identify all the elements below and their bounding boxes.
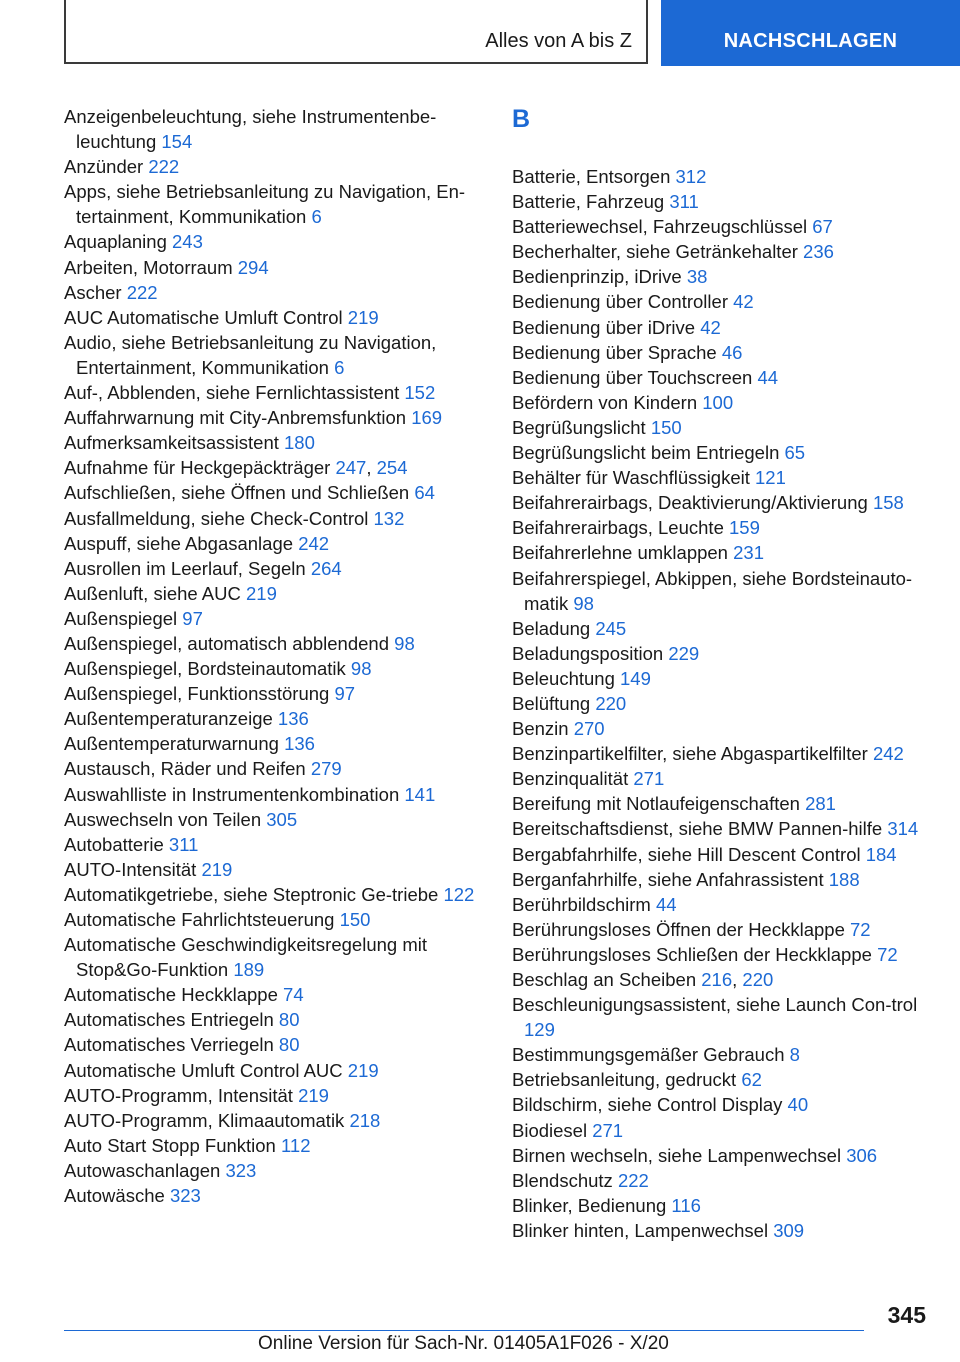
index-entry-text: Biodiesel xyxy=(512,1119,588,1141)
page-reference-link[interactable]: 229 xyxy=(668,642,700,664)
index-entry-text: Autobatterie xyxy=(64,833,164,855)
index-entry-text: Austausch, Räder und Reifen xyxy=(64,758,306,780)
index-entry xyxy=(64,430,484,455)
index-entry-text: Bedienprinzip, iDrive xyxy=(512,266,682,288)
page-reference-link[interactable]: 72 xyxy=(850,918,871,940)
page-reference-link[interactable]: 323 xyxy=(169,1185,201,1207)
page-reference-link[interactable]: 150 xyxy=(339,909,371,930)
page-reference-link[interactable]: 305 xyxy=(266,808,298,830)
index-entry xyxy=(64,104,484,154)
index-entry-text: Außenspiegel, automatisch abblendend xyxy=(64,632,390,654)
page-reference-link[interactable]: 180 xyxy=(284,432,315,454)
index-entry-text: Beladung xyxy=(512,617,591,639)
index-entry xyxy=(512,892,932,917)
page-reference-link[interactable]: 219 xyxy=(298,1084,329,1106)
index-entry xyxy=(64,1108,484,1133)
index-entry xyxy=(512,264,932,289)
page-reference-link[interactable]: 121 xyxy=(755,467,786,489)
index-entry-text: Ausrollen im Leerlauf, Segeln xyxy=(64,557,306,579)
index-entry xyxy=(64,1007,484,1032)
index-entry xyxy=(512,340,932,365)
index-entry xyxy=(64,807,484,832)
index-entry-text: AUC Automatische Umluft Control xyxy=(64,306,343,328)
page-reference-link[interactable]: 243 xyxy=(172,231,203,253)
index-entry-text: AUTO-Intensität xyxy=(64,858,197,880)
page-reference-link[interactable]: 169 xyxy=(411,407,443,429)
index-entry xyxy=(64,380,484,405)
index-entry-text: Bildschirm, siehe Control Display xyxy=(512,1094,783,1116)
page-reference-link[interactable]: 67 xyxy=(812,216,833,238)
page-reference-link[interactable]: 219 xyxy=(347,1059,379,1081)
index-entry-text: Bedienung über iDrive xyxy=(512,316,696,338)
index-entry xyxy=(512,1042,932,1067)
index-entry-text: Automatische Heckklappe xyxy=(64,984,278,1006)
index-entry xyxy=(512,691,932,716)
page-reference-link[interactable]: 219 xyxy=(201,858,233,880)
index-entry xyxy=(512,315,932,340)
page-reference-link[interactable]: 136 xyxy=(284,733,315,755)
index-entry-text: Berührungsloses Öffnen der Heckklappe xyxy=(512,918,845,940)
page-reference-link[interactable]: 44 xyxy=(757,366,779,388)
index-entry-text: Berührbildschirm xyxy=(512,893,651,915)
index-entry-text: Beladungsposition xyxy=(512,642,664,664)
index-entry-text: Bedienung über Sprache xyxy=(512,341,717,363)
index-entry xyxy=(64,932,484,982)
index-entry xyxy=(512,365,932,390)
index-entry-text: Auto Start Stopp Funktion xyxy=(64,1134,276,1156)
index-entry-text: Berganfahrhilfe, siehe Anfahrassistent xyxy=(512,868,824,890)
index-entry-text: Bereifung mit Notlaufeigenschaften xyxy=(512,793,800,815)
index-entry-text: Becherhalter, siehe Getränkehalter xyxy=(512,241,798,263)
page-reference-link[interactable]: 311 xyxy=(669,191,699,213)
index-entry-text: Automatisches Entriegeln xyxy=(64,1009,274,1031)
index-entry-text: Bestimmungsgemäßer Gebrauch xyxy=(512,1044,785,1066)
index-entry-text: Auffahrwarnung mit City-Anbremsfunktion xyxy=(64,407,407,429)
index-entry-text: Betriebsanleitung, gedruckt xyxy=(512,1069,737,1091)
index-entry xyxy=(64,756,484,781)
page-reference-link[interactable]: 141 xyxy=(404,783,436,805)
page-reference-link[interactable]: 219 xyxy=(347,306,379,328)
index-entry-text: Außentemperaturwarnung xyxy=(64,733,279,755)
page-reference-link[interactable]: 159 xyxy=(729,517,760,539)
page-number: 345 xyxy=(887,1302,926,1328)
page-reference-link[interactable]: 242 xyxy=(298,532,330,554)
index-entry xyxy=(512,842,932,867)
page-reference-link[interactable]: 149 xyxy=(620,667,651,689)
index-entry xyxy=(512,1092,932,1117)
page-reference-link[interactable]: 136 xyxy=(277,708,309,730)
index-entry-text: Arbeiten, Motorraum xyxy=(64,256,233,278)
page-reference-link[interactable]: 306 xyxy=(846,1144,878,1166)
index-entry-text: Aquaplaning xyxy=(64,231,167,253)
index-entry-text: Außenspiegel xyxy=(64,607,178,629)
index-entry xyxy=(512,766,932,791)
index-entry-text: Aufschließen, siehe Öffnen und Schließen xyxy=(64,482,410,504)
index-entry-text: Ascher xyxy=(64,281,122,303)
index-entry-text: Bedienung über Controller xyxy=(512,291,728,313)
page-reference-link[interactable]: 219 xyxy=(246,582,277,604)
index-entry xyxy=(64,631,484,656)
index-entry xyxy=(512,1143,932,1168)
page-reference-link[interactable]: 116 xyxy=(671,1194,701,1216)
page-reference-link[interactable]: 80 xyxy=(278,1034,300,1056)
index-entry-text: Behälter für Waschflüssigkeit xyxy=(512,467,750,489)
index-entry xyxy=(64,229,484,254)
index-entry-text: Batteriewechsel, Fahrzeugschlüssel xyxy=(512,216,808,238)
page-reference-link[interactable]: 311 xyxy=(168,833,199,855)
index-entry xyxy=(64,1158,484,1183)
index-entry xyxy=(64,1183,484,1208)
page-reference-link[interactable]: 158 xyxy=(872,492,904,514)
index-entry xyxy=(64,480,484,505)
index-entry xyxy=(512,540,932,565)
page-reference-link[interactable]: 44 xyxy=(655,893,677,915)
index-entry xyxy=(512,415,932,440)
page-reference-link[interactable]: 279 xyxy=(310,758,342,780)
page-reference-link[interactable]: 323 xyxy=(225,1159,257,1181)
page-reference-link[interactable]: 132 xyxy=(373,507,405,529)
page-reference-link[interactable]: 152 xyxy=(404,382,436,404)
index-entry xyxy=(64,681,484,706)
page-reference-link[interactable]: 150 xyxy=(650,416,682,438)
index-entry-text: Begrüßungslicht beim Entriegeln xyxy=(512,442,780,464)
page-reference-link[interactable]: 97 xyxy=(182,607,203,629)
page-reference-link[interactable]: 222 xyxy=(617,1169,649,1191)
index-entry xyxy=(64,907,484,932)
page-reference-link[interactable]: 65 xyxy=(784,442,806,464)
page-reference-link[interactable]: 98 xyxy=(394,632,415,654)
index-entry-text: Beifahrerairbags, Leuchte xyxy=(512,517,724,539)
index-entry xyxy=(512,816,932,841)
index-entry-text: Apps, siehe Betriebsanleitung zu Navigation, En-tertainment, Kommunikation xyxy=(64,181,466,228)
index-entry xyxy=(64,280,484,305)
page-reference-link[interactable]: 281 xyxy=(805,793,836,815)
index-entry-text: Auswahlliste in Instrumentenkombination xyxy=(64,783,400,805)
index-entry-text: Außenspiegel, Bordsteinautomatik xyxy=(64,658,346,680)
page-reference-link[interactable]: 6 xyxy=(311,206,322,228)
footer-text: Online Version für Sach-Nr. 01405A1F026 - X/20 xyxy=(258,1333,669,1354)
page-reference-link[interactable]: 129 xyxy=(524,1019,555,1041)
index-entry-text: Automatische Umluft Control AUC xyxy=(64,1059,343,1081)
page-reference-link[interactable]: 222 xyxy=(148,156,180,178)
index-entry xyxy=(64,857,484,882)
index-column-left xyxy=(64,104,484,1208)
page-reference-link[interactable]: 309 xyxy=(773,1219,805,1241)
index-entry-text: Beifahrerairbags, Deaktivierung/Aktivierung xyxy=(512,492,868,514)
index-entry xyxy=(64,706,484,731)
index-entry-text: Außenspiegel, Funktionsstörung xyxy=(64,683,330,705)
index-entry-text: Berührungsloses Schließen der Heckklappe xyxy=(512,943,872,965)
index-entry xyxy=(64,1032,484,1057)
index-entry xyxy=(512,1168,932,1193)
header-section-label: NACHSCHLAGEN xyxy=(723,30,898,52)
index-entry-text: Batterie, Fahrzeug xyxy=(512,191,665,213)
index-entry-text: Autowaschanlagen xyxy=(64,1159,221,1181)
index-entry xyxy=(512,992,932,1042)
index-entry-text: Beifahrerlehne umklappen xyxy=(512,542,728,564)
index-entry xyxy=(64,656,484,681)
page-reference-link[interactable]: 314 xyxy=(887,818,919,840)
index-entry xyxy=(512,666,932,691)
index-entry-text: AUTO-Programm, Intensität xyxy=(64,1084,293,1106)
page-reference-link[interactable]: 38 xyxy=(686,266,708,288)
index-entry-text: Auf-, Abblenden, siehe Fernlichtassistent xyxy=(64,382,400,404)
page-reference-link[interactable]: 264 xyxy=(310,557,342,579)
index-entry-text: Belüftung xyxy=(512,692,591,714)
index-entry-text: Außenluft, siehe AUC xyxy=(64,582,241,604)
index-entry-text: Blendschutz xyxy=(512,1169,613,1191)
index-entry xyxy=(64,556,484,581)
index-entry xyxy=(64,255,484,280)
page-reference-link[interactable]: 74 xyxy=(283,984,304,1006)
index-entry-text: Bergabfahrhilfe, siehe Hill Descent Control xyxy=(512,843,861,865)
page-reference-link[interactable]: 40 xyxy=(787,1094,809,1116)
index-entry-text: Auspuff, siehe Abgasanlage xyxy=(64,532,294,554)
header-title-box xyxy=(64,0,648,64)
index-entry xyxy=(64,882,484,907)
index-entry xyxy=(512,1067,932,1092)
index-entry xyxy=(512,1218,932,1243)
index-entry xyxy=(512,942,932,967)
index-entry-text: Auswechseln von Teilen xyxy=(64,808,262,830)
index-entry-text: Befördern von Kindern xyxy=(512,391,698,413)
index-entry xyxy=(512,566,932,616)
index-entry xyxy=(512,1118,932,1143)
index-entry xyxy=(512,289,932,314)
index-entry xyxy=(64,606,484,631)
index-entry xyxy=(512,440,932,465)
index-entry-text: Bedienung über Touchscreen xyxy=(512,366,753,388)
index-entry xyxy=(64,506,484,531)
index-entry-text: Beifahrerspiegel, Abkippen, siehe Bordsteinauto-matik xyxy=(512,567,913,614)
index-entry xyxy=(512,641,932,666)
index-entry xyxy=(512,390,932,415)
page-reference-link[interactable]: 8 xyxy=(789,1044,800,1066)
page-reference-link[interactable]: 222 xyxy=(126,281,158,303)
index-entry-text: Audio, siehe Betriebsanleitung zu Navigation, Entertainment, Kommunikation xyxy=(64,331,437,378)
index-entry xyxy=(64,782,484,807)
index-entry xyxy=(64,179,484,229)
page-reference-link[interactable]: 312 xyxy=(675,166,707,187)
page-reference-link[interactable]: 216 xyxy=(701,969,733,990)
index-entry xyxy=(64,982,484,1007)
index-list-right xyxy=(512,164,932,1243)
index-entry xyxy=(512,867,932,892)
index-entry-text: Automatikgetriebe, siehe Steptronic Ge-triebe xyxy=(64,883,439,905)
index-entry xyxy=(64,581,484,606)
index-entry-text: Blinker, Bedienung xyxy=(512,1194,667,1216)
index-entry xyxy=(512,741,932,766)
index-entry xyxy=(64,731,484,756)
index-entry xyxy=(512,791,932,816)
index-entry: Beschlag an Scheiben 216, 220 xyxy=(512,969,774,990)
page-reference-link[interactable]: 270 xyxy=(573,718,605,740)
index-entry-text: Automatische Geschwindigkeitsregelung mit Stop&Go-Funktion xyxy=(64,934,427,981)
index-entry xyxy=(64,531,484,556)
index-entry xyxy=(512,239,932,264)
page-reference-link[interactable]: 97 xyxy=(334,683,356,705)
index-entry xyxy=(512,189,932,214)
index-entry xyxy=(512,716,932,741)
footer-divider xyxy=(64,1330,864,1331)
index-entry xyxy=(512,616,932,641)
index-entry-text: Batterie, Entsorgen xyxy=(512,166,671,187)
page-reference-link[interactable]: 112 xyxy=(281,1134,311,1156)
index-entry-text: Anzeigenbeleuchtung, siehe Instrumentenbe-leuchtung xyxy=(64,106,437,153)
index-entry xyxy=(64,1058,484,1083)
index-entry xyxy=(512,465,932,490)
page-reference-link[interactable]: 62 xyxy=(741,1069,762,1091)
index-entry-text: Außentemperaturanzeige xyxy=(64,708,273,730)
index-entry xyxy=(512,490,932,515)
index-entry-text: Birnen wechseln, siehe Lampenwechsel xyxy=(512,1144,842,1166)
page-reference-link[interactable]: 46 xyxy=(721,341,743,363)
page-reference-link[interactable]: 154 xyxy=(161,131,193,153)
page-reference-link[interactable]: 188 xyxy=(828,868,860,890)
index-entry-text: Blinker hinten, Lampenwechsel xyxy=(512,1219,769,1241)
page-reference-link[interactable]: 294 xyxy=(237,256,269,278)
index-entry-text: Benzinqualität xyxy=(512,768,629,790)
index-entry-text: Beschlag an Scheiben xyxy=(512,969,697,990)
page-reference-link[interactable]: 231 xyxy=(733,542,764,564)
page-reference-link[interactable]: 271 xyxy=(592,1119,624,1141)
page-reference-link[interactable]: 42 xyxy=(700,316,721,338)
index-entry: Aufnahme für Heckgepäckträger 247, 254 xyxy=(64,457,408,479)
index-column-right xyxy=(512,104,932,1243)
index-entry xyxy=(512,515,932,540)
index-entry xyxy=(64,154,484,179)
index-entry xyxy=(64,1083,484,1108)
index-entry xyxy=(64,305,484,330)
index-entry xyxy=(512,164,932,189)
page-reference-link[interactable]: 184 xyxy=(865,843,897,865)
page-reference-link[interactable]: 72 xyxy=(877,943,898,965)
page-reference-link[interactable]: 236 xyxy=(803,241,834,263)
index-entry-text: Beleuchtung xyxy=(512,667,615,689)
page-reference-link[interactable]: 245 xyxy=(595,617,627,639)
index-entry xyxy=(512,917,932,942)
page-reference-link[interactable]: 64 xyxy=(414,482,435,504)
page-reference-link[interactable]: 98 xyxy=(350,658,372,680)
page-reference-link[interactable]: 271 xyxy=(633,768,665,790)
index-entry-text: Bereitschaftsdienst, siehe BMW Pannen-hilfe xyxy=(512,818,883,840)
page-reference-link[interactable]: 80 xyxy=(278,1009,300,1031)
index-entry xyxy=(64,405,484,430)
page-reference-link[interactable]: 247 xyxy=(335,457,367,479)
header-title: Alles von A bis Z xyxy=(485,30,632,52)
page-reference-link[interactable]: 42 xyxy=(733,291,754,313)
index-entry-text: Ausfallmeldung, siehe Check-Control xyxy=(64,507,369,529)
page-reference-link[interactable]: 100 xyxy=(702,391,734,413)
index-entry-text: Begrüßungslicht xyxy=(512,416,646,438)
page-reference-link[interactable]: 220 xyxy=(742,969,774,990)
index-entry-text: Automatisches Verriegeln xyxy=(64,1034,274,1056)
index-entry-text: Automatische Fahrlichtsteuerung xyxy=(64,909,335,930)
page-reference-link[interactable]: 218 xyxy=(349,1109,381,1131)
index-entry-text: Beschleunigungsassistent, siehe Launch Con-trol xyxy=(512,994,918,1016)
page-reference-link[interactable]: 6 xyxy=(334,356,345,378)
index-entry-text: AUTO-Programm, Klimaautomatik xyxy=(64,1109,345,1131)
index-entry-text: Aufnahme für Heckgepäckträger xyxy=(64,457,331,479)
index-entry-text: Benzinpartikelfilter, siehe Abgaspartikelfilter xyxy=(512,743,868,765)
index-entry xyxy=(64,832,484,857)
index-entry xyxy=(512,214,932,239)
header-section-tab xyxy=(661,0,960,66)
index-entry xyxy=(512,1193,932,1218)
page-reference-link[interactable]: 242 xyxy=(872,743,904,765)
index-entry-text: Benzin xyxy=(512,718,569,740)
section-letter: B xyxy=(512,105,531,133)
index-entry xyxy=(64,330,484,380)
index-entry-text: Aufmerksamkeitsassistent xyxy=(64,432,279,454)
page-reference-link[interactable]: 254 xyxy=(376,457,408,479)
page-reference-link[interactable]: 220 xyxy=(595,692,627,714)
index-entry-text: Anzünder xyxy=(64,156,144,178)
page-reference-link[interactable]: 122 xyxy=(443,883,475,905)
index-entry-text: Autowäsche xyxy=(64,1185,165,1207)
index-entry xyxy=(64,1133,484,1158)
page-reference-link[interactable]: 98 xyxy=(573,592,594,614)
page-reference-link[interactable]: 189 xyxy=(233,959,265,981)
